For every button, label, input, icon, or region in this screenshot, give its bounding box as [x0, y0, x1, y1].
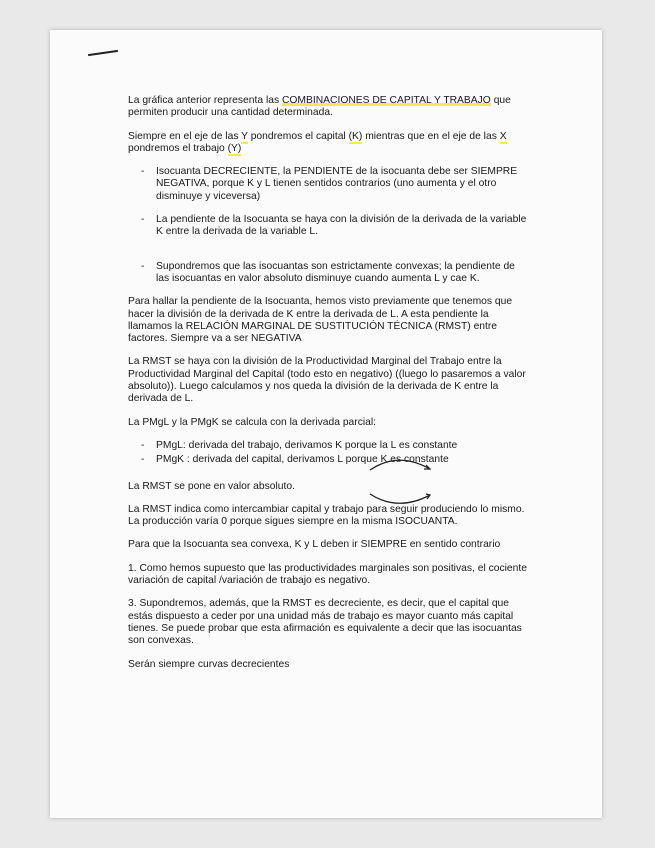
list-item: - PMgL: derivada del trabajo, derivamos K porque la L es constante	[141, 439, 458, 451]
highlight-trabajo-y: (Y)	[227, 142, 242, 154]
list-item: - Supondremos que las isocuantas son estrictamente convexas; la pendiente de las isocuantas en valor absoluto disminuye cuando aumenta L y cae K.	[141, 260, 515, 284]
intro-paragraph: La gráfica anterior representa las COMBINACIONES DE CAPITAL Y TRABAJO que permiten producir una cantidad determinada.	[128, 95, 511, 119]
bullet-marker: -	[141, 260, 145, 272]
highlight-y: Y	[241, 130, 248, 142]
bullet-marker: -	[141, 439, 145, 451]
bullet-marker: -	[141, 454, 145, 466]
convexa-paragraph: Para que la Isocuanta sea convexa, K y L deben ir SIEMPRE en sentido contrario	[128, 539, 501, 551]
list-item: - Isocuanta DECRECIENTE, la PENDIENTE de la isocuanta debe ser SIEMPRE NEGATIVA, porque K y L tienen sentidos contrarios (uno aumenta y el otro disminuye y viceversa)	[141, 166, 518, 202]
pen-arc-bottom	[366, 492, 436, 506]
document-body	[128, 95, 528, 682]
intercambio-paragraph: La RMST indica como intercambiar capital y trabajo para seguir produciendo lo mismo. La producción varía 0 porque sigues siempre en la misma ISOCUANTA.	[128, 503, 525, 528]
list-item: - PMgK : derivada del capital, derivamos L porque K es constante	[141, 454, 449, 466]
bullet-marker: -	[141, 166, 145, 178]
point-1-paragraph: 1. Como hemos supuesto que las productividades marginales son positivas, el cociente variación de capital /variación de trabajo es negativo.	[128, 562, 527, 587]
highlight-x: X	[499, 130, 507, 142]
bullet-list	[128, 166, 528, 285]
derivative-list	[128, 440, 528, 467]
list-item: - La pendiente de la Isocuanta se haya con la división de la derivada de la variable K entre la derivada de la variable L.	[141, 214, 527, 238]
pen-arc-top	[366, 457, 436, 471]
final-paragraph: Serán siempre curvas decrecientes	[128, 658, 290, 670]
point-3-paragraph: 3. Supondremos, además, que la RMST es decreciente, es decir, que el capital que estás dispuesto a ceder por una unidad más de trabajo es mayor cuanto más capital tienes. Se puede probar que esta afirmación es equivalente a decir que las isocuantas son convexas.	[128, 598, 522, 647]
highlight-k: (K)	[348, 130, 363, 142]
bullet-marker: -	[141, 214, 145, 226]
parcial-paragraph: La PMgL y la PMgK se calcula con la derivada parcial:	[128, 416, 377, 428]
highlight-combinaciones: COMBINACIONES DE CAPITAL Y TRABAJO	[281, 95, 491, 106]
abs-paragraph: La RMST se pone en valor absoluto.	[128, 480, 295, 492]
pendiente-paragraph: Para hallar la pendiente de la Isocuanta, hemos visto previamente que tenemos que hacer la división de la derivada de K entre la derivada de L. A esta pendiente la llamamos la RELACIÓN MARGINAL DE SUSTITUCIÓN TÉCNICA (RMST) entre factores. Siempre va a ser NEGATIVA	[128, 296, 513, 345]
rmst-paragraph: La RMST se haya con la división de la Productividad Marginal del Trabajo entre la Productividad Marginal del Capital (todo esto en negativo) ((luego lo pasaremos a valor absoluto)). Luego calculamos y nos queda la división de la derivada de K entre la derivada de L.	[128, 356, 526, 405]
axes-paragraph: Siempre en el eje de las Y pondremos el capital (K) mientras que en el eje de las X pondremos el trabajo (Y)	[128, 130, 507, 154]
